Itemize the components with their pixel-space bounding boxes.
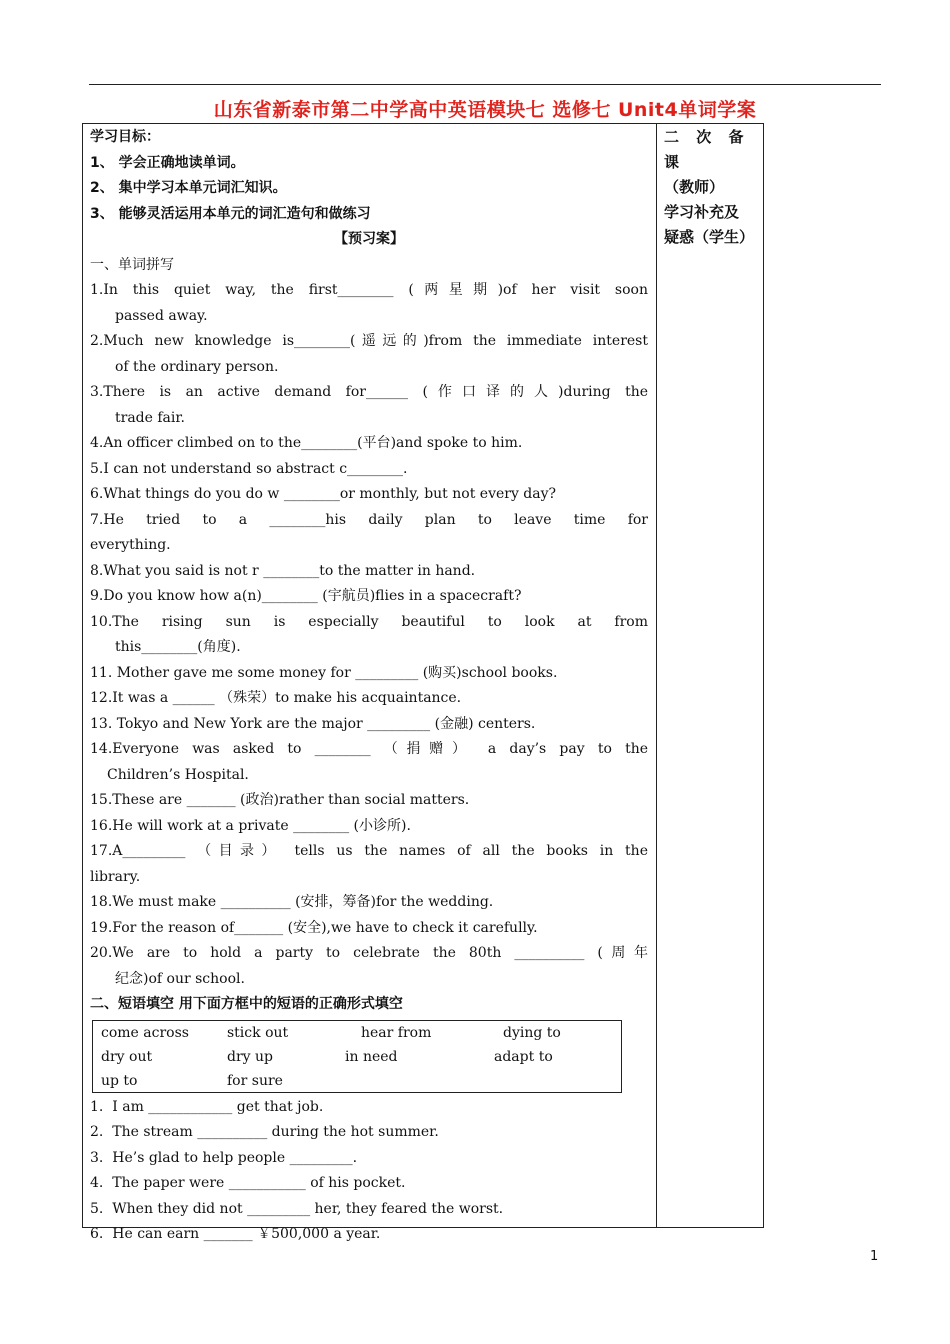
exercise-line: 18.We must make __________ (安排，筹备)for the wedding. [90, 894, 494, 910]
section1-heading: 一、单词拼写 [90, 256, 174, 273]
exercise-line: of the ordinary person. [115, 358, 279, 375]
exercise-line: 17.A_________ （目录） tells us the names of all the books in the [90, 843, 648, 859]
exercise-line: everything. [90, 537, 171, 553]
side-label-3: 学习补充及 [664, 203, 740, 221]
column-divider [656, 123, 657, 1228]
exercise-line: library. [90, 868, 141, 885]
exercise-line: 纪念)of our school. [115, 970, 245, 987]
exercise-line: passed away. [115, 307, 208, 324]
exercise-line: this________(角度). [115, 639, 241, 655]
phrase-item: adapt to [494, 1048, 553, 1065]
exercise-line: 2.Much new knowledge is________(遥远的)from the immediate interest [90, 333, 648, 349]
exercise-line: 5.I can not understand so abstract c________. [90, 460, 408, 477]
exercise-line: 15.These are _______ (政治)rather than social matters. [90, 792, 470, 808]
section2-heading: 二、短语填空 用下面方框中的短语的正确形式填空 [90, 996, 403, 1012]
page-number: 1 [870, 1249, 879, 1264]
exercise-line: 4.An officer climbed on to the________(平台)and spoke to him. [90, 435, 523, 451]
exercise-line: 20.We are to hold a party to celebrate the 80th __________ (周年 [90, 945, 648, 961]
exercise-line: 1.In this quiet way, the first________ (两星期)of her visit soon [90, 282, 648, 298]
exercise-line: 1. I am ____________ get that job. [90, 1098, 324, 1115]
exercise-line: 3. He’s glad to help people _________. [90, 1149, 358, 1166]
exercise-line: 11. Mother gave me some money for _________ (购买)school books. [90, 664, 558, 681]
phrase-item: dry out [101, 1048, 153, 1065]
phrase-item: dry up [227, 1048, 273, 1065]
side-label-4: 疑惑（学生） [664, 228, 755, 246]
exercise-line: 9.Do you know how a(n)________ (宇航员)flies in a spacecraft? [90, 588, 522, 604]
phrase-item: hear from [361, 1024, 432, 1041]
exercise-line: Children’s Hospital. [107, 766, 249, 783]
side-column [664, 125, 760, 250]
exercise-line: 3.There is an active demand for______ (作口译的人)during the [90, 384, 648, 400]
exercise-line: 16.He will work at a private ________ (小诊所). [90, 817, 411, 834]
main-column [90, 125, 648, 1248]
exercise-line: 13. Tokyo and New York are the major _________ (金融) centers. [90, 715, 536, 732]
phrase-item: dying to [503, 1024, 561, 1041]
exercise-line: 12.It was a ______ （殊荣）to make his acquaintance. [90, 690, 462, 706]
exercise-line: 10.The rising sun is especially beautiful to look at from [90, 613, 648, 630]
side-label-1: 二 次 备 课 [664, 128, 750, 171]
exercise-line: 14.Everyone was asked to ________ （捐赠） a day’s pay to the [90, 741, 648, 757]
page-title: 山东省新泰市第二中学高中英语模块七 选修七 Unit4单词学案 [213, 99, 757, 121]
goals-heading: 学习目标： [90, 129, 160, 145]
exercise-line: 7.He tried to a ________his daily plan to leave time for [90, 511, 648, 528]
exercise-line: 19.For the reason of_______ (安全),we have to check it carefully. [90, 919, 538, 936]
goal-item: 3、 能够灵活运用本单元的词汇造句和做练习 [90, 205, 371, 222]
preview-heading: 【预习案】 [334, 231, 404, 247]
exercise-line: 6. He can earn _______ ￥500,000 a year. [90, 1226, 381, 1242]
phrase-item: for sure [227, 1072, 283, 1089]
header-rule [89, 84, 881, 85]
side-label-2: （教师） [664, 178, 725, 196]
exercise-line: 8.What you said is not r ________to the matter in hand. [90, 562, 476, 579]
phrase-item: stick out [227, 1024, 289, 1041]
phrase-box [92, 1020, 622, 1093]
exercise-line: 5. When they did not _________ her, they feared the worst. [90, 1200, 504, 1217]
exercise-line: 6.What things do you do w ________or monthly, but not every day? [90, 486, 557, 502]
exercise-line: 2. The stream __________ during the hot summer. [90, 1124, 439, 1140]
exercise-line: trade fair. [115, 409, 185, 426]
goal-item: 2、 集中学习本单元词汇知识。 [90, 180, 287, 196]
exercise-line: 4. The paper were ___________ of his pocket. [90, 1175, 406, 1191]
phrase-item: up to [101, 1072, 138, 1089]
phrase-item: in need [345, 1048, 398, 1065]
goal-item: 1、 学会正确地读单词。 [90, 154, 245, 171]
phrase-item: come across [101, 1024, 189, 1041]
